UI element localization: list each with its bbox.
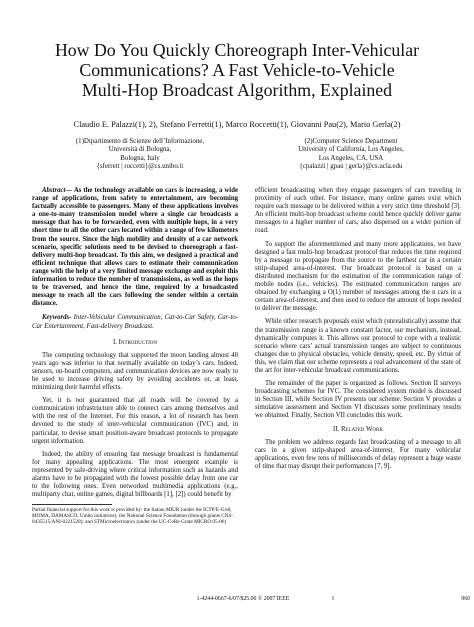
body-paragraph: Indeed, the ability of ensuring fast message broadcast is fundamental for many appealing applications. The most emergent example is represented by safe-driving where critical information such as hazards and alarms have to be propagated with the lowest possible delay from one car to the following ones. Even networked multimedia applications (e.g., multiparty chat, online games, digital billboards [1], [2]) could benefit by: [32, 450, 238, 499]
funding-footnote: Partial financial support for this work is provided by: the Italian MIUR (under the ICTP/E-Grid, MOMA, DAMASCO, Umbo initiatives); the National Science Foundation (through grants CNS-0435515/ANI-0221528); and STMicroelectronics (under the UC-CoRe Grant MICRO 05-06): [32, 507, 234, 526]
section-heading-introduction: I. Introduction: [112, 338, 158, 346]
affiliation-ucla: [266, 138, 436, 171]
body-paragraph: The remainder of the paper is organized as follows. Section II surveys broadcasting schemes for IVC. The considered system model is discussed in Section III, while Section IV presents our scheme. Section V provides a simulative assessment and Section VI discusses some preliminary results we obtained. Finally, Section VII concludes this work.: [255, 380, 461, 420]
title-line-1: How Do You Quickly Choreograph Inter-Vehicular: [54, 40, 420, 60]
body-paragraph: The computing technology that supported the moon landing almost 40 years ago was inferior to that normally available on today’s cars. Indeed, sensors, on-board computers, and communication devices are now ready to be used to increase driving safety by avoiding accidents or, at least, minimizing their harmful effects.: [32, 351, 238, 392]
title-line-3: Multi-Hop Broadcast Algorithm, Explained: [81, 80, 393, 100]
title-line-2: Communications? A Fast Vehicle-to-Vehicle: [79, 60, 395, 80]
keywords-text: Inter-Vehicular Communication, Car-to-Car Safety, Car-to-Car Entertainment, Fast-delivery Broadcast.: [32, 314, 238, 330]
affiliation-email: {sferrett | roccetti}@cs.unibo.it: [96, 162, 184, 170]
body-paragraph: To support the aforementioned and many more applications, we have designed a fast multi-hop broadcast protocol that reduces the time required by a message to propagate from the source to the farthest car in a certain strip-shaped area-of-interest. Our broadcast protocol is based on a distributed mechanism for the estimation of the communication range of mobile nodes (i.e., vehicles). The estimated communication ranges are obtained by exchanging a O(1) number of messages among the n cars in a certain area-of-interest, and then used to reduce the amount of hops needed to deliver the message.: [255, 240, 461, 313]
affiliation-line: Bologna, Italy: [120, 154, 160, 162]
affiliation-line: (2)Computer Science Department: [304, 138, 398, 145]
body-paragraph: The problem we address regards fast broadcasting of a message to all cars in a given strip-shaped area-of-interest. For many vehicular applications, even few tens of milliseconds of delay represent a huge waste of time that may disrupt their performances [7, 9].: [255, 438, 461, 470]
abstract: [32, 187, 238, 308]
affiliation-line: University of California, Los Angeles,: [298, 146, 404, 154]
body-paragraph: While other research proposals exist which (unrealistically) assume that the transmission range is a known constant factor, our mechanism, instead, dynamically computes it. This allows our protocol to cope with a realistic scenario where cars’ actual transmission ranges are subject to continuous changes due to physical obstacles, vehicle density, speed, etc. By virtue of this, we claim that our scheme represents a real advancement of the state of the art for inter-vehicular broadcast communications.: [255, 318, 461, 374]
affiliation-line: (1)Dipartimento di Scienze dell’Informazione,: [75, 138, 205, 145]
affiliation-email: {cpalazzi | gpau | gerla}@cs.ucla.edu: [299, 162, 403, 170]
right-column: [255, 187, 461, 476]
paper-title: [20, 40, 454, 100]
affiliation-line: Los Angeles, CA, USA: [318, 154, 384, 162]
footer-marker: 1: [331, 596, 335, 602]
keywords: [32, 314, 238, 330]
affiliation-line: Università di Bologna,: [108, 146, 172, 154]
left-column: [32, 187, 238, 526]
page-number: 960: [461, 596, 470, 602]
body-paragraph: efficient broadcasting when they engage passengers of cars traveling in proximity of each other. For instance, many online games exist which require each message to be delivered within a very strict time threshold [3]. An efficient multi-hop broadcast scheme could hence quickly deliver game messages to a higher number of cars, also dispersed on a wider portion of road.: [255, 187, 461, 235]
keywords-label: Keywords-: [42, 314, 72, 322]
author-list: Claudio E. Palazzi(1), 2), Stefano Ferretti(1), Marco Roccetti(1), Giovanni Pau(2), Mario Gerla(2): [73, 120, 401, 129]
section-heading-related-work: II. Related Work: [333, 425, 383, 433]
footer-isbn: 1-4244-0667-6/07/$25.00 © 2007 IEEE: [196, 596, 290, 602]
affiliation-bologna: [55, 138, 225, 171]
abstract-label: Abstract—: [42, 187, 73, 194]
body-paragraph: Yet, it is not guaranteed that all roads will be covered by a communication infrastructure able to connect cars among themselves and with the rest of the Internet. For this reason, a lot of research has been devoted to the study of inter-vehicular communication (IVC) and, in particular, to devise smart position-aware broadcast protocols to propagate urgent information.: [32, 397, 238, 445]
footnote-divider: [32, 504, 112, 505]
abstract-text: As the technology available on cars is increasing, a wide range of applications, from safety to entertainment, are becoming factually accessible to passengers. Many of these applications involves a one-to-many transmission model where a single car broadcasts a message that has to be forwarded, even with multiple hops, in a very short time to all the other cars located within a range of few kilometers from the source. Since the high mobility and density of a car network scenario, specific solutions need to be devised to choreograph a fast-delivery multi-hop broadcast. To this aim, we designed a practical and efficient technique that allows cars to estimate their communication range with the help of a very limited message exchange and exploit this information to reduce the number of transmissions, as well as the hops to be traversed, and hence the time, required by a broadcasted message to reach all the cars following the sender within a certain distance.: [32, 187, 238, 308]
